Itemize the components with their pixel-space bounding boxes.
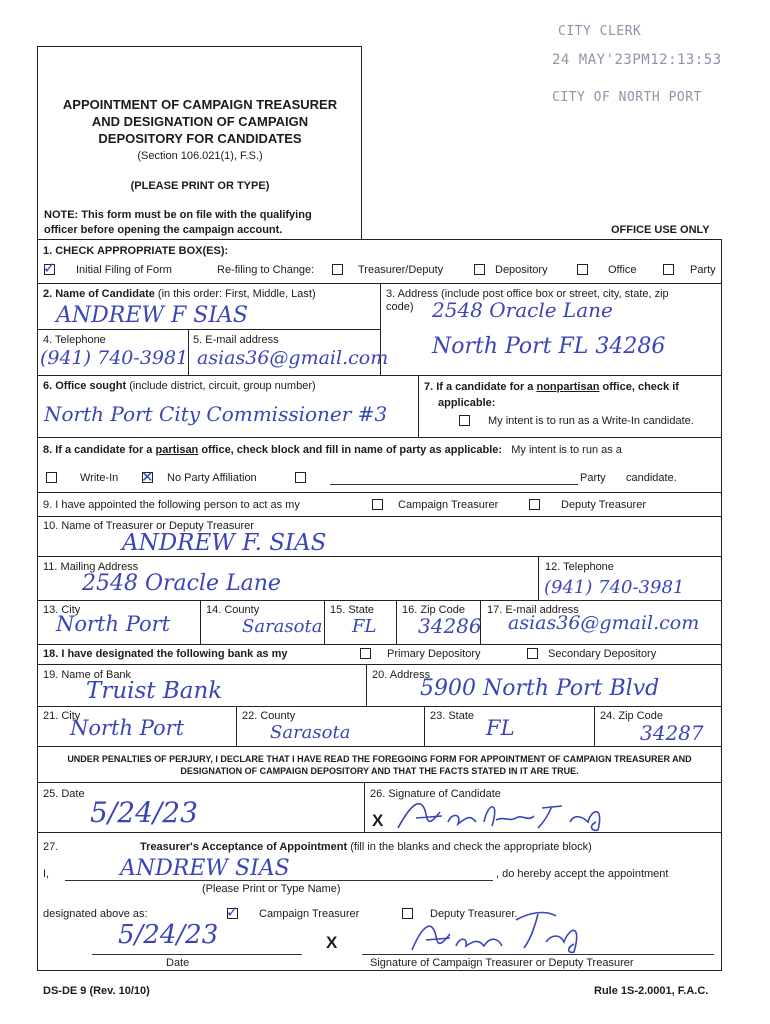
- bank-state-value: FL: [486, 716, 515, 740]
- field10-label: 10. Name of Treasurer or Deputy Treasurer: [43, 520, 254, 532]
- treasurer-name-value: ANDREW F. SIAS: [122, 530, 327, 556]
- note-line2: officer before opening the campaign account.: [44, 224, 283, 236]
- field27-number: 27.: [43, 841, 59, 853]
- bank-city-value: North Port: [70, 716, 185, 740]
- field9-label: 9. I have appointed the following person to act as my: [43, 499, 300, 511]
- clerk-stamp-line3: CITY OF NORTH PORT: [552, 90, 702, 105]
- initial-filing-label: Initial Filing of Form: [76, 264, 172, 276]
- treasurer-phone-value: (941) 740-3981: [544, 577, 685, 598]
- field21-label: 21. City: [43, 710, 81, 722]
- primary-depository-checkbox[interactable]: [360, 648, 371, 659]
- candidate-email-value: asias36@gmail.com: [197, 347, 389, 369]
- candidate-signature-x: X: [372, 811, 384, 830]
- section1-label: 1. CHECK APPROPRIATE BOX(ES):: [43, 245, 229, 257]
- campaign-treasurer-checkbox[interactable]: [372, 499, 383, 510]
- designated-label: designated above as:: [43, 908, 148, 920]
- field16-label: 16. Zip Code: [402, 604, 465, 616]
- candidate-suffix-label: candidate.: [626, 472, 677, 484]
- refiling-label: Re-filing to Change:: [217, 264, 315, 276]
- form-number: DS-DE 9 (Rev. 10/10): [43, 985, 150, 997]
- print-name-hint: (Please Print or Type Name): [202, 883, 341, 895]
- statute-reference: (Section 106.021(1), F.S.): [137, 150, 263, 162]
- bank-county-value: Sarasota: [270, 722, 351, 743]
- field5-label: 5. E-mail address: [193, 334, 279, 346]
- write-in-partisan-checkbox[interactable]: [46, 472, 57, 483]
- office-label: Office: [608, 264, 637, 276]
- form-title-line2: AND DESIGNATION OF CAMPAIGN: [91, 114, 309, 129]
- field22-label: 22. County: [242, 710, 296, 722]
- field3-label-code: code): [386, 301, 414, 313]
- field26-label: 26. Signature of Candidate: [370, 788, 501, 800]
- party-name-line[interactable]: [330, 484, 578, 485]
- field7-applicable: applicable:: [438, 397, 496, 409]
- candidate-name-value: ANDREW F SIAS: [56, 303, 248, 328]
- acceptance-name-value: ANDREW SIAS: [120, 856, 290, 881]
- form-title-line3: DEPOSITORY FOR CANDIDATES: [98, 131, 302, 146]
- treasurer-county-value: Sarasota: [242, 616, 323, 637]
- bank-name-value: Truist Bank: [86, 678, 223, 704]
- field24-label: 24. Zip Code: [600, 710, 663, 722]
- field25-label: 25. Date: [43, 788, 85, 800]
- field15-label: 15. State: [330, 604, 375, 616]
- write-in-partisan-label: Write-In: [80, 472, 119, 484]
- field19-label: 19. Name of Bank: [43, 669, 132, 681]
- print-instruction: (PLEASE PRINT OR TYPE): [130, 180, 270, 192]
- acceptance-i-label: I,: [43, 868, 50, 880]
- secondary-depository-checkbox[interactable]: [527, 648, 538, 659]
- field13-label: 13. City: [43, 604, 81, 616]
- signature-label: Signature of Campaign Treasurer or Deputy Treasurer: [370, 957, 634, 969]
- note-line1: NOTE: This form must be on file with the qualifying: [44, 209, 312, 221]
- field14-label: 14. County: [206, 604, 260, 616]
- office-sought-value: North Port City Commissioner #3: [44, 402, 388, 426]
- party-suffix-label: Party: [580, 472, 606, 484]
- secondary-depository-label: Secondary Depository: [548, 648, 657, 660]
- bank-address-value: 5900 North Port Blvd: [420, 676, 660, 701]
- candidate-date-value: 5/24/23: [90, 796, 198, 829]
- depository-label: Depository: [495, 264, 548, 276]
- clerk-stamp-line2: 24 MAY'23PM12:13:53: [552, 52, 722, 68]
- candidate-signature: [392, 792, 632, 834]
- office-use-label: OFFICE USE ONLY: [611, 224, 710, 236]
- perjury-line1: UNDER PENALTIES OF PERJURY, I DECLARE THAT I HAVE READ THE FOREGOING FORM FOR APPOINTMENT OF CAMPAIGN TREASURER AND: [67, 754, 692, 764]
- accept-campaign-treasurer-label: Campaign Treasurer: [259, 908, 360, 920]
- refiling-checkbox[interactable]: [332, 264, 343, 275]
- accept-appointment-text: , do hereby accept the appointment: [496, 868, 669, 880]
- accept-deputy-treasurer-label: Deputy Treasurer.: [430, 908, 518, 920]
- field23-label: 23. State: [430, 710, 475, 722]
- field17-label: 17. E-mail address: [487, 604, 579, 616]
- candidate-phone-value: (941) 740-3981: [40, 347, 189, 369]
- field12-label: 12. Telephone: [545, 561, 614, 573]
- treasurer-email-value: asias36@gmail.com: [508, 612, 700, 634]
- write-in-nonpartisan-checkbox[interactable]: [459, 415, 470, 426]
- field4-label: 4. Telephone: [43, 334, 106, 346]
- field2-label: 2. Name of Candidate (in this order: First, Middle, Last): [43, 288, 316, 300]
- party-checkbox[interactable]: [663, 264, 674, 275]
- no-party-affiliation-label: No Party Affiliation: [167, 472, 257, 484]
- party-label: Party: [690, 264, 716, 276]
- treasurer-state-value: FL: [352, 616, 377, 637]
- treasurer-zip-value: 34286: [418, 614, 482, 638]
- office-checkbox[interactable]: [577, 264, 588, 275]
- party-name-checkbox[interactable]: [295, 472, 306, 483]
- deputy-treasurer-checkbox[interactable]: [529, 499, 540, 510]
- field8-label: 8. If a candidate for a partisan office, check block and fill in name of party as applicable: My intent is to run as a: [43, 444, 622, 456]
- field27-title: Treasurer's Acceptance of Appointment (fill in the blanks and check the appropriate block): [140, 841, 592, 853]
- address-line1-value: 2548 Oracle Lane: [432, 298, 613, 322]
- treasurer-signature-line[interactable]: [362, 954, 714, 955]
- no-party-affiliation-checkmark: ✕: [141, 468, 154, 486]
- write-in-nonpartisan-label: My intent is to run as a Write-In candidate.: [488, 415, 694, 427]
- perjury-line2: DESIGNATION OF CAMPAIGN DEPOSITORY AND THAT THE FACTS STATED IN IT ARE TRUE.: [180, 766, 579, 776]
- treasurer-city-value: North Port: [56, 612, 171, 636]
- acceptance-date-value: 5/24/23: [118, 920, 219, 950]
- date-label: Date: [166, 957, 190, 969]
- field7-label: 7. If a candidate for a nonpartisan office, check if: [424, 381, 679, 393]
- treasurer-deputy-label: Treasurer/Deputy: [358, 264, 444, 276]
- bank-zip-value: 34287: [640, 721, 704, 745]
- depository-checkbox[interactable]: [474, 264, 485, 275]
- address-line2-value: North Port FL 34286: [432, 334, 666, 359]
- field3-label: 3. Address (include post office box or street, city, state, zip: [386, 288, 669, 300]
- acceptance-date-line[interactable]: [92, 954, 302, 955]
- campaign-treasurer-label: Campaign Treasurer: [398, 499, 499, 511]
- treasurer-signature-x: X: [326, 933, 338, 952]
- primary-depository-label: Primary Depository: [387, 648, 481, 660]
- mailing-address-value: 2548 Oracle Lane: [82, 571, 281, 596]
- field6-label: 6. Office sought (include district, circuit, group number): [43, 380, 316, 392]
- form-title-line1: APPOINTMENT OF CAMPAIGN TREASURER: [62, 97, 338, 112]
- initial-filing-checkmark: ✓: [43, 259, 56, 277]
- field11-label: 11. Mailing Address: [43, 561, 139, 573]
- rule-reference: Rule 1S-2.0001, F.A.C.: [594, 985, 709, 997]
- treasurer-signature: [406, 906, 606, 956]
- field18-label: 18. I have designated the following bank as my: [43, 648, 288, 660]
- accept-campaign-treasurer-checkmark: ✓: [226, 903, 239, 921]
- deputy-treasurer-label: Deputy Treasurer: [561, 499, 646, 511]
- field20-label: 20. Address: [372, 669, 431, 681]
- clerk-stamp-line1: CITY CLERK: [558, 24, 642, 39]
